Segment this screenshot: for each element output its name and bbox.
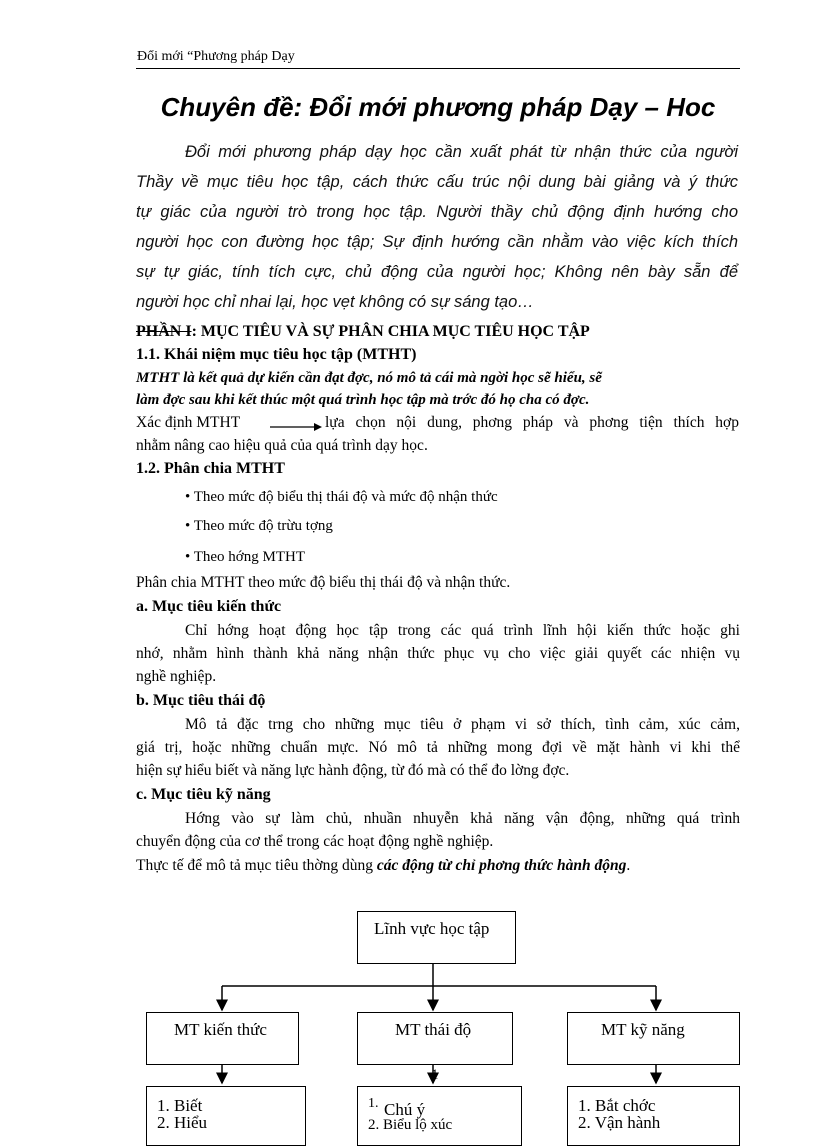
section-a-heading: a. Mục tiêu kiến thức <box>136 598 282 615</box>
detail-item: 1. <box>368 1096 379 1111</box>
mtht-definition-line: MTHT là kết quả dự kiến cần đạt đợc, nó mô tả cái mà ngời học sẽ hiểu, sẽ <box>136 370 602 386</box>
bullet-item: • Theo mức độ biểu thị thái độ và mức độ nhận thức <box>185 489 498 505</box>
section-b-line: Mô tả đặc trng cho những mục tiêu ở phạm vi sở thích, tình cảm, xúc cảm, <box>185 716 740 733</box>
diagram-detail-box <box>357 1086 522 1146</box>
xac-dinh-text: lựa chọn nội dung, phơng pháp và phơng tiện thích hợp <box>325 414 739 431</box>
intro-line: người học chỉ nhai lại, học vẹt không có sự sáng tạo… <box>136 293 534 311</box>
classification-summary: Phân chia MTHT theo mức độ biểu thị thái độ và nhận thức. <box>136 574 511 591</box>
part-heading-text: : MỤC TIÊU VÀ SỰ PHÂN CHIA MỤC TIÊU HỌC TẬP <box>191 323 590 340</box>
intro-line: tự giác của người trò trong học tập. Người thầy chủ động định hướng cho <box>136 203 738 221</box>
header-rule <box>136 68 740 69</box>
section-c-line: Hớng vào sự làm chủ, nhuần nhuyễn khả năng vận động, những quá trình <box>185 810 740 827</box>
xac-dinh-line: nhằm nâng cao hiệu quả của quá trình dạy học. <box>136 437 428 454</box>
section-a-line: nghề nghiệp. <box>136 668 217 685</box>
intro-line: người học con đường học tập; Sự định hướng cần nhằm vào việc kích thích <box>136 233 738 251</box>
diagram-child-label: MT thái độ <box>395 1020 472 1039</box>
diagram-detail-box <box>567 1086 740 1146</box>
diagram-detail-box <box>146 1086 306 1146</box>
diagram-child-box <box>357 1012 513 1065</box>
section-b-heading: b. Mục tiêu thái độ <box>136 692 266 709</box>
detail-item: 1. Bắt chớc <box>578 1096 656 1115</box>
detail-item: 2. Biểu lộ xúc <box>368 1117 453 1133</box>
diagram-child-label: MT kiến thức <box>174 1020 267 1039</box>
detail-item: Chú ý <box>384 1100 426 1119</box>
mtht-definition-line: làm đợc sau khi kết thúc một quá trình học tập mà trớc đó họ cha có đợc. <box>136 392 590 408</box>
diagram-child-label: MT kỹ năng <box>601 1020 685 1039</box>
detail-item: 1. Biết <box>157 1096 203 1115</box>
detail-item: 2. Hiểu <box>157 1113 208 1132</box>
running-header: Đổi mới “Phương pháp Dạy <box>137 49 295 64</box>
intro-line: sự tự giác, tính tích cực, chủ động của người học; Không nên bày sẵn để <box>136 263 738 281</box>
section-c-line: chuyển động của cơ thể trong các hoạt động nghề nghiệp. <box>136 833 494 850</box>
page-number: 1 <box>431 1067 439 1083</box>
section-b-line: giá trị, hoặc những chuẩn mực. Nó mô tả những mong đợi về mặt hành vi khi thể <box>136 739 740 756</box>
section-1-1-heading: 1.1. Khái niệm mục tiêu học tập (MTHT) <box>136 346 417 363</box>
detail-item: 2. Vận hành <box>578 1113 661 1132</box>
bullet-item: • Theo mức độ trừu tợng <box>185 518 333 534</box>
part-heading <box>136 323 590 341</box>
section-a-line: Chỉ hớng hoạt động học tập trong các quá trình lĩnh hội kiến thức hoặc ghi <box>185 622 740 639</box>
bullet-item: • Theo hớng MTHT <box>185 549 305 565</box>
intro-line: Thầy về mục tiêu học tập, cách thức cấu trúc nội dung bài giảng và ý thức <box>136 173 738 191</box>
intro-line: Đổi mới phương pháp dạy học cần xuất phát từ nhận thức của người <box>185 143 738 161</box>
document-title: Chuyên đề: Đổi mới phương pháp Dạy – Hoc <box>160 92 716 122</box>
action-verbs-emphasis: các động từ chỉ phơng thức hành động <box>376 857 627 874</box>
section-b-line: hiện sự hiểu biết và năng lực hành động, từ đó mà có thể đo lờng đợc. <box>136 762 570 779</box>
arrow-right-icon <box>268 418 324 434</box>
diagram-root-box <box>357 911 516 964</box>
section-c-heading: c. Mục tiêu kỹ năng <box>136 786 271 803</box>
diagram-root-label: Lĩnh vực học tập <box>374 919 490 938</box>
section-c-line: Thực tế để mô tả mục tiêu thờng dùng các động từ chỉ phơng thức hành động. <box>136 857 631 874</box>
section-1-2-heading: 1.2. Phân chia MTHT <box>136 460 285 477</box>
diagram-child-box <box>567 1012 740 1065</box>
xac-dinh-label: Xác định MTHT <box>136 414 241 431</box>
section-a-line: nhớ, nhằm hình thành khả năng nhận thức phục vụ cho việc giải quyết các nhiện vụ <box>136 645 740 662</box>
diagram-child-box <box>146 1012 299 1065</box>
part-label: PHẦN I <box>136 323 192 340</box>
